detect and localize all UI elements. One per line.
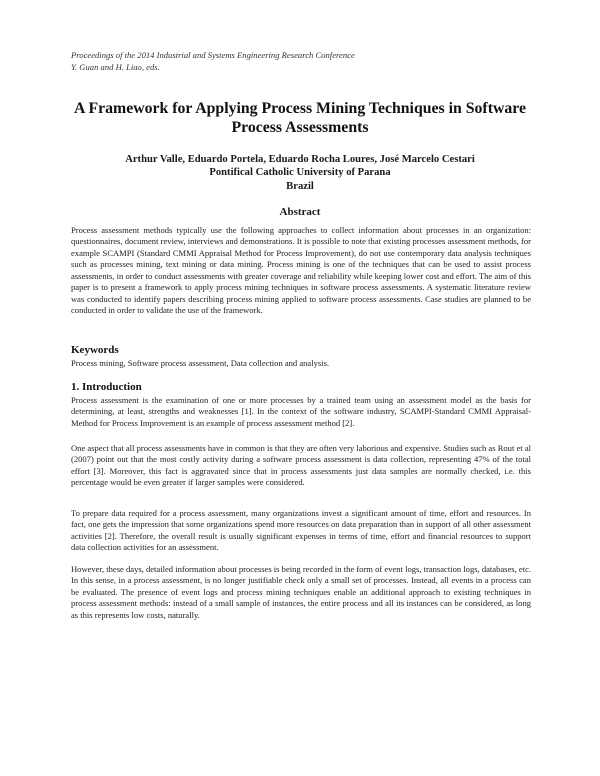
intro-paragraph-2: One aspect that all process assessments have in common is that they are often very laborious and expensive. Studies such as Rout et al (2007) point out that the most costly activity during a software process assessment is data collection, representing 47% of the total effort [3]. Moreover, this fact is aggravated since that in process assessments just data samples are normally checked, i.e. this percentage would be even greater if larger samples were considered. — [71, 443, 531, 488]
title-line-1: A Framework for Applying Process Mining Techniques in Software — [74, 100, 526, 117]
author-country: Brazil — [286, 180, 314, 192]
keywords-text: Process mining, Software process assessment, Data collection and analysis. — [71, 358, 330, 368]
intro-paragraph-4: However, these days, detailed information about processes is being recorded in the form of event logs, transaction logs, databases, etc. In this sense, in a process assessment, is no longer justifiable check only a small set of processes. Instead, all events in a process can be evaluated. The presence of event logs and process mining techniques enable an additional approach to existing techniques in process assessment methods: instead of a small sample of instances, the entire process and all its instances can be considered, as long as this represents low costs, naturally. — [71, 564, 531, 620]
author-block — [40, 153, 560, 193]
title-line-2: Process Assessments — [231, 119, 369, 136]
conference-header — [71, 50, 355, 73]
author-affiliation: Pontifical Catholic University of Parana — [209, 167, 391, 179]
intro-paragraph-3: To prepare data required for a process assessment, many organizations invest a significant amount of time, effort and resources. In fact, one gets the impression that some organizations spend more resources on data preparation than in support of all other assessment activities [2]. Therefore, the overall result is usually significant expenses in terms of time, effort and financial resources to support data collection activities for an assessment. — [71, 508, 531, 553]
abstract-heading: Abstract — [279, 206, 321, 218]
conference-name: Proceedings of the 2014 Industrial and Systems Engineering Research Conference — [71, 50, 355, 60]
keywords-heading: Keywords — [71, 344, 119, 356]
abstract-text: Process assessment methods typically use the following approaches to collect information about processes in an organization: questionnaires, document review, interviews and demonstrations. It is possible to note that existing processes assessment methods, for example SCAMPI (Standard CMMI Appraisal Method for Process Improvement), do not use contemporary data analysis techniques such as processes mining, text mining or data mining. Process mining is one of the techniques that can be used to assist process assessments, in order to conduct assessments with greater coverage and reliability while keeping lower cost and effort. The aim of this paper is to present a framework to apply process mining techniques in software process assessments. A systematic literature review was conducted to identify papers describing process mining applied to software process assessments. Case studies are planned to be conducted in order to validate the use of the framework. — [71, 225, 531, 316]
intro-paragraph-1: Process assessment is the examination of one or more processes by a trained team using an assessment model as the basis for determining, at least, strengths and weaknesses [1]. In the context of the software industry, SCAMPI-Standard CMMI Appraisal-Method for Process Improvement is an example of process assessment method [2]. — [71, 395, 531, 428]
paper-title — [40, 99, 560, 137]
introduction-heading: 1. Introduction — [71, 381, 142, 393]
author-names: Arthur Valle, Eduardo Portela, Eduardo Rocha Loures, José Marcelo Cestari — [125, 154, 475, 165]
editors: Y. Guan and H. Liao, eds. — [71, 61, 160, 72]
